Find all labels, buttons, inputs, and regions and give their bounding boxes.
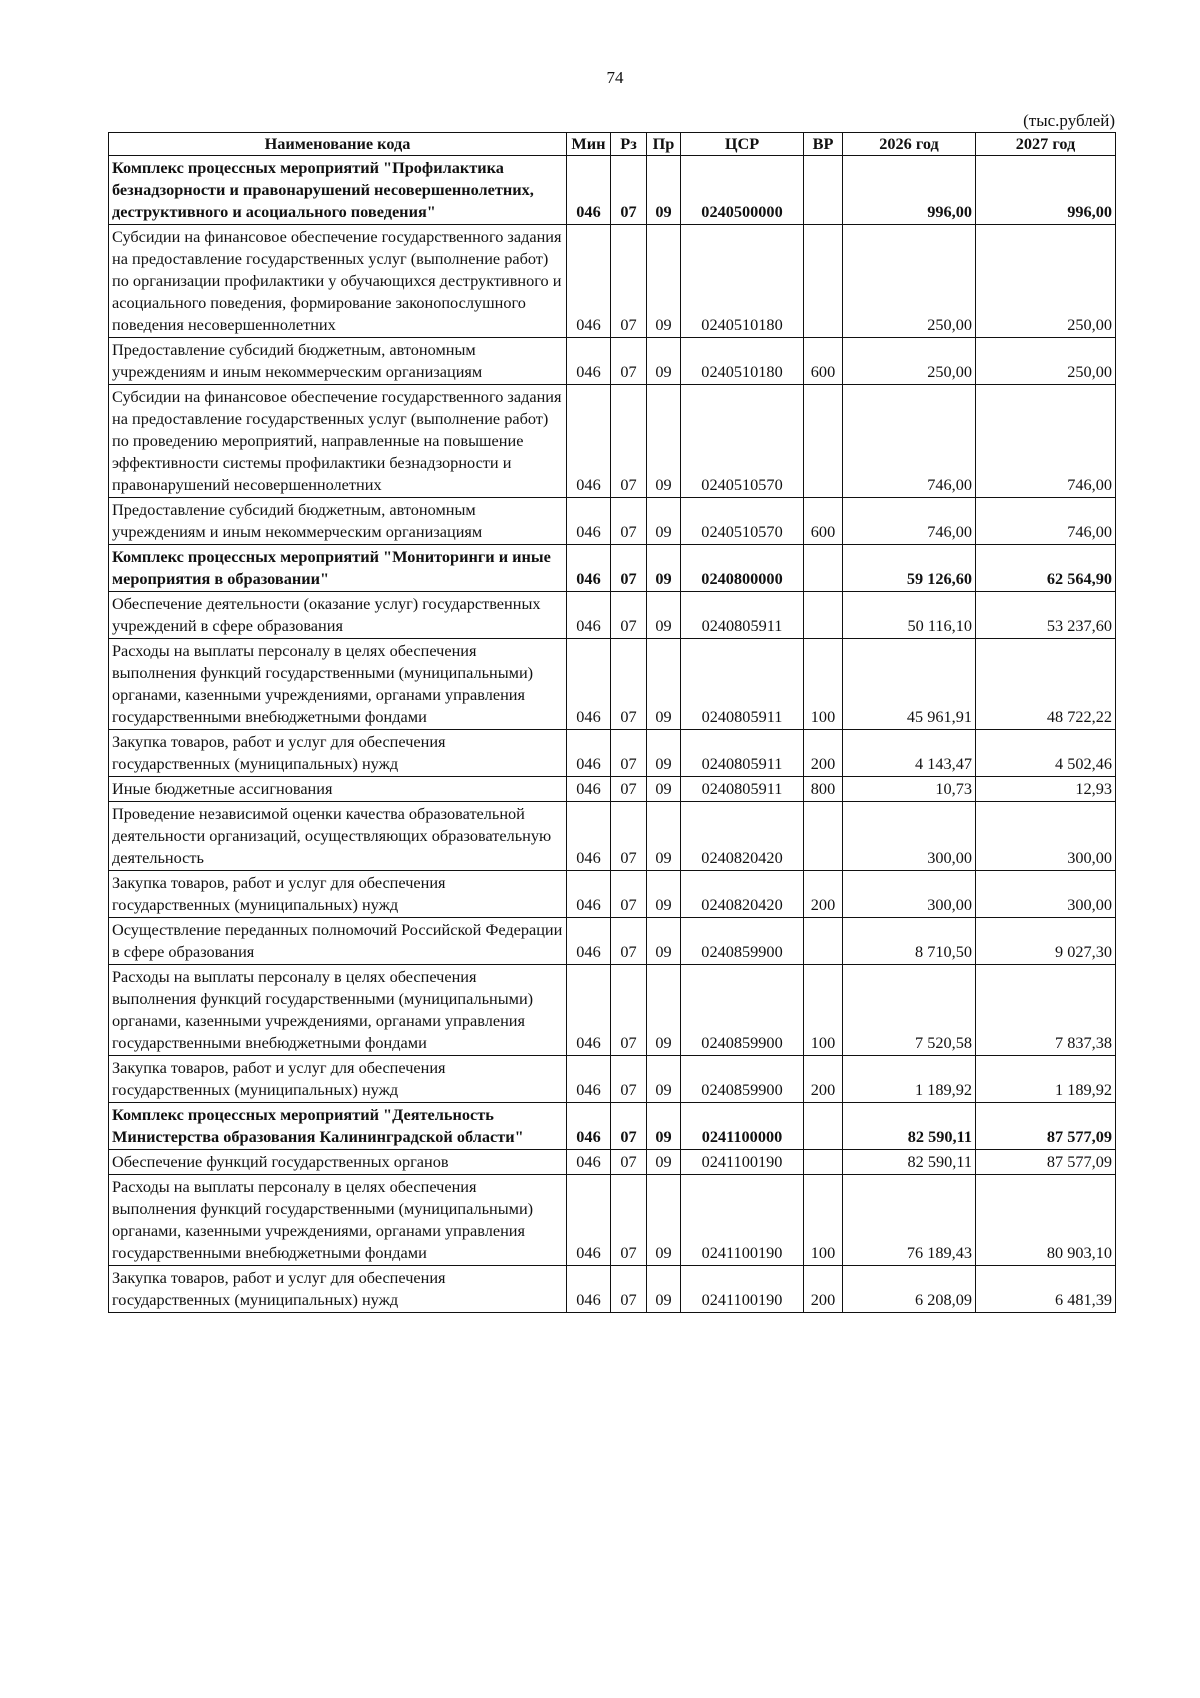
header-pr: Пр xyxy=(647,133,681,156)
page-number: 74 xyxy=(606,68,624,87)
cell-rz: 07 xyxy=(611,338,647,385)
header-2026: 2026 год xyxy=(843,133,976,156)
table-row xyxy=(109,802,1116,871)
cell-pr: 09 xyxy=(647,965,681,1056)
table-row xyxy=(109,639,1116,730)
cell-rz: 07 xyxy=(611,1175,647,1266)
cell-csr: 0240510180 xyxy=(681,225,804,338)
table-row xyxy=(109,1056,1116,1103)
cell-csr: 0240510570 xyxy=(681,385,804,498)
cell-min: 046 xyxy=(567,871,611,918)
table-row xyxy=(109,338,1116,385)
cell-name: Закупка товаров, работ и услуг для обеспечения государственных (муниципальных) нужд xyxy=(109,1266,567,1313)
cell-2027: 48 722,22 xyxy=(976,639,1116,730)
units-label: (тыс.рублей) xyxy=(1023,111,1115,130)
cell-2026: 300,00 xyxy=(843,802,976,871)
cell-csr: 0240859900 xyxy=(681,1056,804,1103)
cell-csr: 0240800000 xyxy=(681,545,804,592)
header-name: Наименование кода xyxy=(109,133,567,156)
cell-csr: 0240859900 xyxy=(681,965,804,1056)
cell-rz: 07 xyxy=(611,156,647,225)
header-min: Мин xyxy=(567,133,611,156)
cell-rz: 07 xyxy=(611,1150,647,1175)
cell-name: Обеспечение функций государственных органов xyxy=(109,1150,567,1175)
cell-name: Закупка товаров, работ и услуг для обеспечения государственных (муниципальных) нужд xyxy=(109,871,567,918)
cell-2026: 746,00 xyxy=(843,498,976,545)
cell-rz: 07 xyxy=(611,918,647,965)
cell-csr: 0240859900 xyxy=(681,918,804,965)
cell-min: 046 xyxy=(567,1056,611,1103)
cell-rz: 07 xyxy=(611,1056,647,1103)
cell-2027: 80 903,10 xyxy=(976,1175,1116,1266)
cell-min: 046 xyxy=(567,592,611,639)
cell-2026: 6 208,09 xyxy=(843,1266,976,1313)
table-row xyxy=(109,545,1116,592)
cell-2026: 8 710,50 xyxy=(843,918,976,965)
cell-rz: 07 xyxy=(611,871,647,918)
header-2027: 2027 год xyxy=(976,133,1116,156)
cell-pr: 09 xyxy=(647,1266,681,1313)
header-csr: ЦСР xyxy=(681,133,804,156)
cell-name: Предоставление субсидий бюджетным, автономным учреждениям и иным некоммерческим организациям xyxy=(109,498,567,545)
cell-2027: 1 189,92 xyxy=(976,1056,1116,1103)
table-row xyxy=(109,730,1116,777)
cell-vr: 200 xyxy=(804,1266,843,1313)
cell-min: 046 xyxy=(567,1175,611,1266)
cell-name: Расходы на выплаты персоналу в целях обеспечения выполнения функций государственными (муниципальными) органами, казенными учреждениями, органами управления государственными внебюджетными фондами xyxy=(109,639,567,730)
cell-name: Комплекс процессных мероприятий "Профилактика безнадзорности и правонарушений несовершеннолетних, деструктивного и асоциального поведения" xyxy=(109,156,567,225)
cell-min: 046 xyxy=(567,498,611,545)
cell-csr: 0241100190 xyxy=(681,1266,804,1313)
cell-rz: 07 xyxy=(611,498,647,545)
cell-2027: 9 027,30 xyxy=(976,918,1116,965)
cell-vr: 600 xyxy=(804,498,843,545)
cell-min: 046 xyxy=(567,545,611,592)
cell-pr: 09 xyxy=(647,545,681,592)
cell-pr: 09 xyxy=(647,1056,681,1103)
cell-csr: 0240805911 xyxy=(681,592,804,639)
cell-rz: 07 xyxy=(611,592,647,639)
cell-vr xyxy=(804,918,843,965)
cell-vr xyxy=(804,1103,843,1150)
cell-pr: 09 xyxy=(647,156,681,225)
cell-2026: 996,00 xyxy=(843,156,976,225)
header-rz: Рз xyxy=(611,133,647,156)
cell-2026: 59 126,60 xyxy=(843,545,976,592)
cell-rz: 07 xyxy=(611,802,647,871)
cell-2026: 300,00 xyxy=(843,871,976,918)
cell-min: 046 xyxy=(567,1103,611,1150)
cell-vr: 200 xyxy=(804,871,843,918)
cell-csr: 0241100190 xyxy=(681,1150,804,1175)
table-row xyxy=(109,156,1116,225)
cell-2027: 6 481,39 xyxy=(976,1266,1116,1313)
cell-pr: 09 xyxy=(647,730,681,777)
cell-csr: 0240500000 xyxy=(681,156,804,225)
cell-pr: 09 xyxy=(647,871,681,918)
cell-vr: 200 xyxy=(804,1056,843,1103)
cell-pr: 09 xyxy=(647,498,681,545)
cell-rz: 07 xyxy=(611,639,647,730)
cell-name: Расходы на выплаты персоналу в целях обеспечения выполнения функций государственными (муниципальными) органами, казенными учреждениями, органами управления государственными внебюджетными фондами xyxy=(109,965,567,1056)
cell-2027: 12,93 xyxy=(976,777,1116,802)
cell-2026: 250,00 xyxy=(843,338,976,385)
table-row xyxy=(109,498,1116,545)
cell-name: Субсидии на финансовое обеспечение государственного задания на предоставление государственных услуг (выполнение работ) по проведению мероприятий, направленные на повышение эффективности системы профилактики безнадзорности и правонарушений несовершеннолетних xyxy=(109,385,567,498)
cell-name: Закупка товаров, работ и услуг для обеспечения государственных (муниципальных) нужд xyxy=(109,1056,567,1103)
cell-vr xyxy=(804,802,843,871)
cell-min: 046 xyxy=(567,1266,611,1313)
cell-vr xyxy=(804,385,843,498)
cell-2026: 1 189,92 xyxy=(843,1056,976,1103)
cell-min: 046 xyxy=(567,802,611,871)
table-row xyxy=(109,1266,1116,1313)
table-row xyxy=(109,1103,1116,1150)
cell-2027: 7 837,38 xyxy=(976,965,1116,1056)
cell-rz: 07 xyxy=(611,965,647,1056)
cell-rz: 07 xyxy=(611,1103,647,1150)
cell-vr xyxy=(804,592,843,639)
cell-2027: 4 502,46 xyxy=(976,730,1116,777)
table-header-row xyxy=(109,133,1116,156)
cell-name: Расходы на выплаты персоналу в целях обеспечения выполнения функций государственными (муниципальными) органами, казенными учреждениями, органами управления государственными внебюджетными фондами xyxy=(109,1175,567,1266)
cell-2026: 7 520,58 xyxy=(843,965,976,1056)
cell-vr: 200 xyxy=(804,730,843,777)
cell-pr: 09 xyxy=(647,1175,681,1266)
cell-name: Субсидии на финансовое обеспечение государственного задания на предоставление государственных услуг (выполнение работ) по организации профилактики у обучающихся деструктивного и асоциального поведения, формирование законопослушного поведения несовершеннолетних xyxy=(109,225,567,338)
cell-pr: 09 xyxy=(647,338,681,385)
cell-vr: 100 xyxy=(804,639,843,730)
cell-min: 046 xyxy=(567,225,611,338)
table-row xyxy=(109,385,1116,498)
cell-min: 046 xyxy=(567,385,611,498)
cell-2027: 87 577,09 xyxy=(976,1150,1116,1175)
cell-2027: 300,00 xyxy=(976,802,1116,871)
table-body xyxy=(109,156,1116,1313)
table-row xyxy=(109,1150,1116,1175)
cell-vr xyxy=(804,225,843,338)
cell-min: 046 xyxy=(567,1150,611,1175)
cell-csr: 0240805911 xyxy=(681,777,804,802)
cell-pr: 09 xyxy=(647,225,681,338)
budget-table xyxy=(108,132,1116,1313)
cell-2026: 76 189,43 xyxy=(843,1175,976,1266)
cell-pr: 09 xyxy=(647,802,681,871)
cell-min: 046 xyxy=(567,965,611,1056)
cell-csr: 0240820420 xyxy=(681,802,804,871)
cell-2026: 82 590,11 xyxy=(843,1103,976,1150)
cell-vr xyxy=(804,545,843,592)
cell-rz: 07 xyxy=(611,1266,647,1313)
cell-2027: 87 577,09 xyxy=(976,1103,1116,1150)
cell-2026: 746,00 xyxy=(843,385,976,498)
cell-csr: 0240820420 xyxy=(681,871,804,918)
cell-vr: 100 xyxy=(804,965,843,1056)
table-row xyxy=(109,1175,1116,1266)
table-row xyxy=(109,965,1116,1056)
cell-pr: 09 xyxy=(647,777,681,802)
table-row xyxy=(109,871,1116,918)
cell-vr: 600 xyxy=(804,338,843,385)
cell-name: Предоставление субсидий бюджетным, автономным учреждениям и иным некоммерческим организациям xyxy=(109,338,567,385)
cell-min: 046 xyxy=(567,777,611,802)
cell-min: 046 xyxy=(567,156,611,225)
cell-2027: 250,00 xyxy=(976,225,1116,338)
cell-min: 046 xyxy=(567,338,611,385)
cell-2027: 746,00 xyxy=(976,385,1116,498)
cell-pr: 09 xyxy=(647,918,681,965)
table-row xyxy=(109,592,1116,639)
table-row xyxy=(109,225,1116,338)
cell-pr: 09 xyxy=(647,1150,681,1175)
cell-vr: 100 xyxy=(804,1175,843,1266)
cell-2026: 250,00 xyxy=(843,225,976,338)
cell-2027: 250,00 xyxy=(976,338,1116,385)
cell-pr: 09 xyxy=(647,592,681,639)
cell-2026: 50 116,10 xyxy=(843,592,976,639)
cell-2027: 53 237,60 xyxy=(976,592,1116,639)
cell-min: 046 xyxy=(567,639,611,730)
cell-name: Осуществление переданных полномочий Российской Федерации в сфере образования xyxy=(109,918,567,965)
cell-pr: 09 xyxy=(647,385,681,498)
cell-csr: 0240805911 xyxy=(681,730,804,777)
cell-pr: 09 xyxy=(647,639,681,730)
cell-name: Закупка товаров, работ и услуг для обеспечения государственных (муниципальных) нужд xyxy=(109,730,567,777)
cell-2026: 82 590,11 xyxy=(843,1150,976,1175)
cell-rz: 07 xyxy=(611,777,647,802)
cell-name: Иные бюджетные ассигнования xyxy=(109,777,567,802)
cell-2027: 746,00 xyxy=(976,498,1116,545)
cell-vr xyxy=(804,1150,843,1175)
cell-name: Проведение независимой оценки качества образовательной деятельности организаций, осуществляющих образовательную деятельность xyxy=(109,802,567,871)
cell-2026: 10,73 xyxy=(843,777,976,802)
cell-name: Комплекс процессных мероприятий "Мониторинги и иные мероприятия в образовании" xyxy=(109,545,567,592)
cell-csr: 0241100000 xyxy=(681,1103,804,1150)
cell-rz: 07 xyxy=(611,385,647,498)
cell-2027: 300,00 xyxy=(976,871,1116,918)
cell-name: Комплекс процессных мероприятий "Деятельность Министерства образования Калининградской области" xyxy=(109,1103,567,1150)
cell-csr: 0240805911 xyxy=(681,639,804,730)
cell-vr: 800 xyxy=(804,777,843,802)
cell-csr: 0240510570 xyxy=(681,498,804,545)
cell-csr: 0241100190 xyxy=(681,1175,804,1266)
cell-name: Обеспечение деятельности (оказание услуг) государственных учреждений в сфере образования xyxy=(109,592,567,639)
cell-rz: 07 xyxy=(611,225,647,338)
cell-2026: 45 961,91 xyxy=(843,639,976,730)
cell-rz: 07 xyxy=(611,545,647,592)
cell-min: 046 xyxy=(567,918,611,965)
table-row xyxy=(109,777,1116,802)
cell-2027: 996,00 xyxy=(976,156,1116,225)
cell-2027: 62 564,90 xyxy=(976,545,1116,592)
cell-csr: 0240510180 xyxy=(681,338,804,385)
cell-vr xyxy=(804,156,843,225)
table-row xyxy=(109,918,1116,965)
cell-rz: 07 xyxy=(611,730,647,777)
cell-min: 046 xyxy=(567,730,611,777)
cell-pr: 09 xyxy=(647,1103,681,1150)
header-vr: ВР xyxy=(804,133,843,156)
cell-2026: 4 143,47 xyxy=(843,730,976,777)
